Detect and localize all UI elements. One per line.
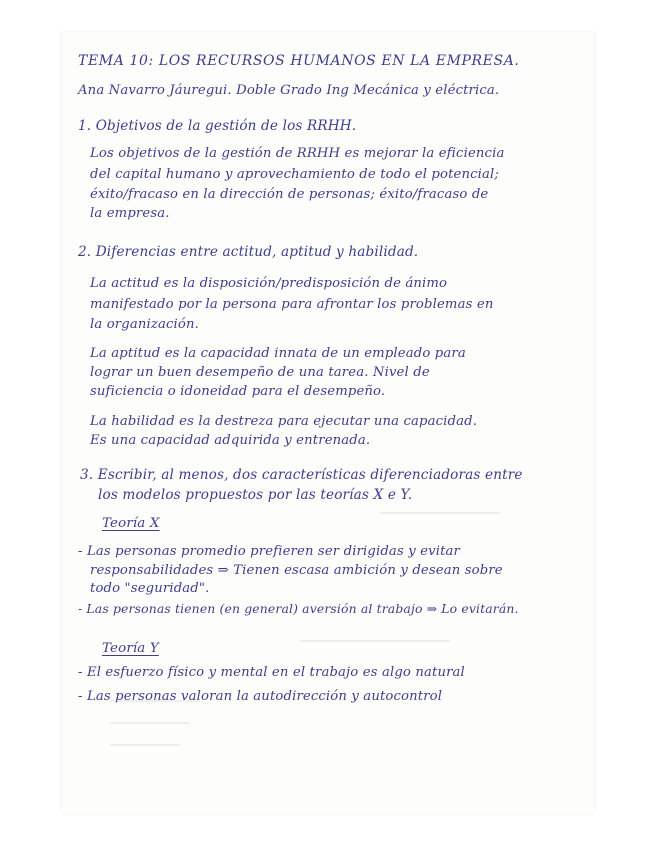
show-through-mark — [110, 722, 190, 724]
theory-x-line: responsabilidades ⇒ Tienen escasa ambición y desean sobre — [90, 563, 503, 578]
theory-x-line: todo "seguridad". — [90, 581, 210, 596]
theory-y-title: Teoría Y — [102, 641, 159, 656]
page-title: TEMA 10: LOS RECURSOS HUMANOS EN LA EMPRESA. — [78, 53, 520, 69]
section-1-line: del capital humano y aprovechamiento de todo el potencial; — [90, 167, 500, 182]
actitud-line: la organización. — [90, 317, 199, 332]
author-line: Ana Navarro Jáuregui. Doble Grado Ing Mecánica y eléctrica. — [78, 83, 500, 98]
show-through-mark — [300, 640, 450, 642]
theory-y-line: - El esfuerzo físico y mental en el trabajo es algo natural — [78, 665, 465, 680]
theory-y-line: - Las personas valoran la autodirección y autocontrol — [78, 689, 443, 704]
habilidad-line: Es una capacidad adquirida y entrenada. — [90, 433, 371, 448]
habilidad-line: La habilidad es la destreza para ejecutar una capacidad. — [90, 414, 478, 429]
show-through-mark — [110, 744, 180, 746]
section-1-line: éxito/fracaso en la dirección de personas; éxito/fracaso de — [90, 187, 489, 202]
section-2-heading: 2. Diferencias entre actitud, aptitud y habilidad. — [78, 244, 419, 260]
theory-x-line: - Las personas promedio prefieren ser dirigidas y evitar — [78, 544, 460, 559]
section-1-heading: 1. Objetivos de la gestión de los RRHH. — [78, 118, 357, 134]
theory-x-line: - Las personas tienen (en general) aversión al trabajo ⇒ Lo evitarán. — [78, 601, 519, 616]
actitud-line: La actitud es la disposición/predisposición de ánimo — [90, 276, 448, 291]
theory-x-title: Teoría X — [102, 516, 160, 531]
aptitud-line: lograr un buen desempeño de una tarea. Nivel de — [90, 365, 430, 380]
actitud-line: manifestado por la persona para afrontar los problemas en — [90, 297, 494, 312]
aptitud-line: suficiencia o idoneidad para el desempeño. — [90, 384, 386, 399]
aptitud-line: La aptitud es la capacidad innata de un empleado para — [90, 346, 466, 361]
section-3-heading: los modelos propuestos por las teorías X e Y. — [98, 487, 413, 503]
section-3-heading: 3. Escribir, al menos, dos características diferenciadoras entre — [80, 467, 523, 483]
section-1-line: la empresa. — [90, 206, 170, 221]
section-1-line: Los objetivos de la gestión de RRHH es mejorar la eficiencia — [90, 146, 505, 161]
show-through-mark — [380, 512, 500, 514]
